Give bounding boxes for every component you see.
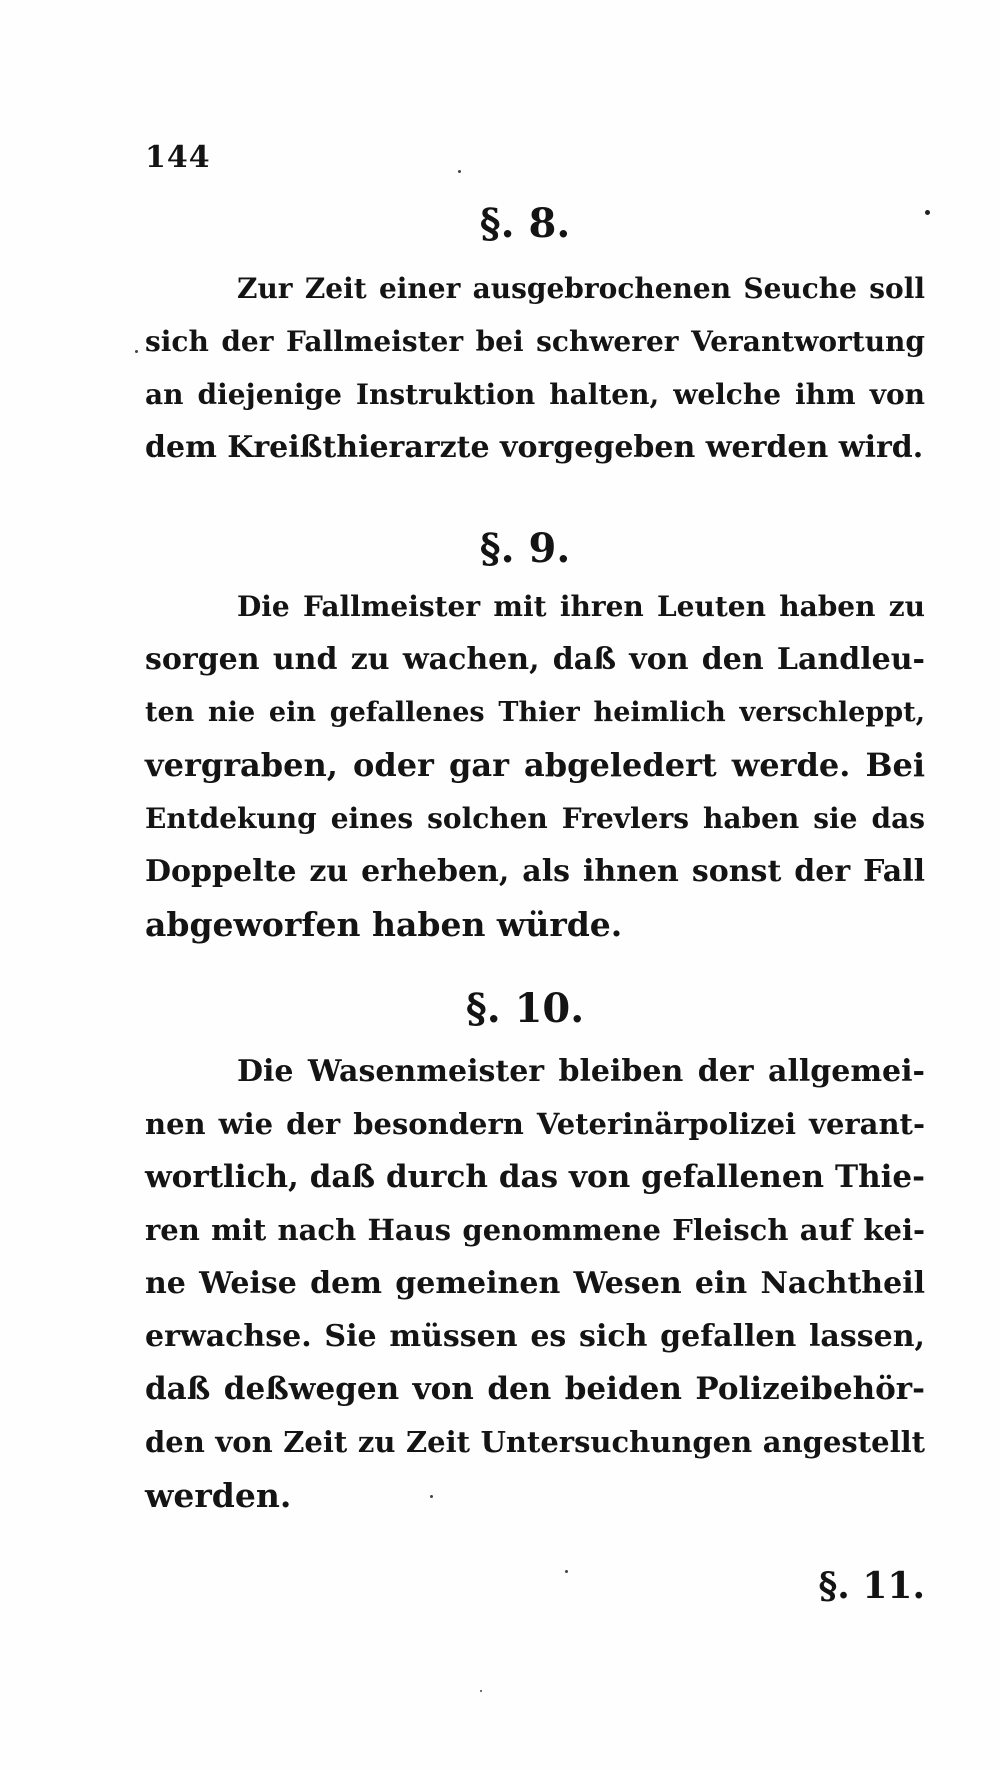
paper-speck [925,210,930,215]
text-line: abgeworfen haben würde. [145,905,623,944]
text-line: an diejenige Instruktion halten, welche ihm von [145,378,925,411]
section-heading-8: §. 8. [479,200,571,247]
text-line: Entdekung eines solchen Frevlers haben sie das [145,802,925,835]
text-line: werden. [145,1476,292,1515]
text-line: nen wie der besondern Veterinärpolizei verant- [145,1107,925,1141]
text-line: dem Kreißthierarzte vorgegeben werden wird. [145,430,924,465]
text-line: daß deßwegen von den beiden Polizeibehör- [145,1371,925,1407]
text-line: ren mit nach Haus genommene Fleisch auf kei- [145,1213,925,1247]
text-line: Doppelte zu erheben, als ihnen sonst der Fall [145,854,925,889]
text-line: Zur Zeit einer ausgebrochenen Seuche soll [237,272,925,305]
section-paragraph-8 [145,262,925,474]
text-line: den von Zeit zu Zeit Untersuchungen angestellt [145,1425,925,1459]
text-line: Die Fallmeister mit ihren Leuten haben zu [237,590,925,623]
section-heading-9: §. 9. [479,525,571,572]
text-line: Die Wasenmeister bleiben der allgemei- [237,1054,925,1089]
text-line: sorgen und zu wachen, daß von den Landleu- [145,642,925,677]
paper-speck [135,350,138,353]
text-line: erwachse. Sie müssen es sich gefallen lassen, [145,1319,925,1354]
text-line: ten nie ein gefallenes Thier heimlich verschleppt, [145,697,925,728]
catchword: §. 11. [818,1565,925,1607]
section-heading-10: §. 10. [465,985,585,1032]
paper-speck [565,1570,568,1573]
text-line: vergraben, oder gar abgeledert werde. Bei [145,746,925,784]
paper-speck [480,1690,482,1692]
text-line: sich der Fallmeister bei schwerer Verantwortung [145,325,925,358]
section-paragraph-10 [145,1045,925,1522]
text-line: ne Weise dem gemeinen Wesen ein Nachtheil [145,1266,925,1301]
section-paragraph-9 [145,580,925,951]
paper-speck [458,170,461,173]
text-line: wortlich, daß durch das von gefallenen Thie- [145,1159,925,1195]
page-number: 144 [145,140,211,175]
paper-speck [430,1495,433,1498]
